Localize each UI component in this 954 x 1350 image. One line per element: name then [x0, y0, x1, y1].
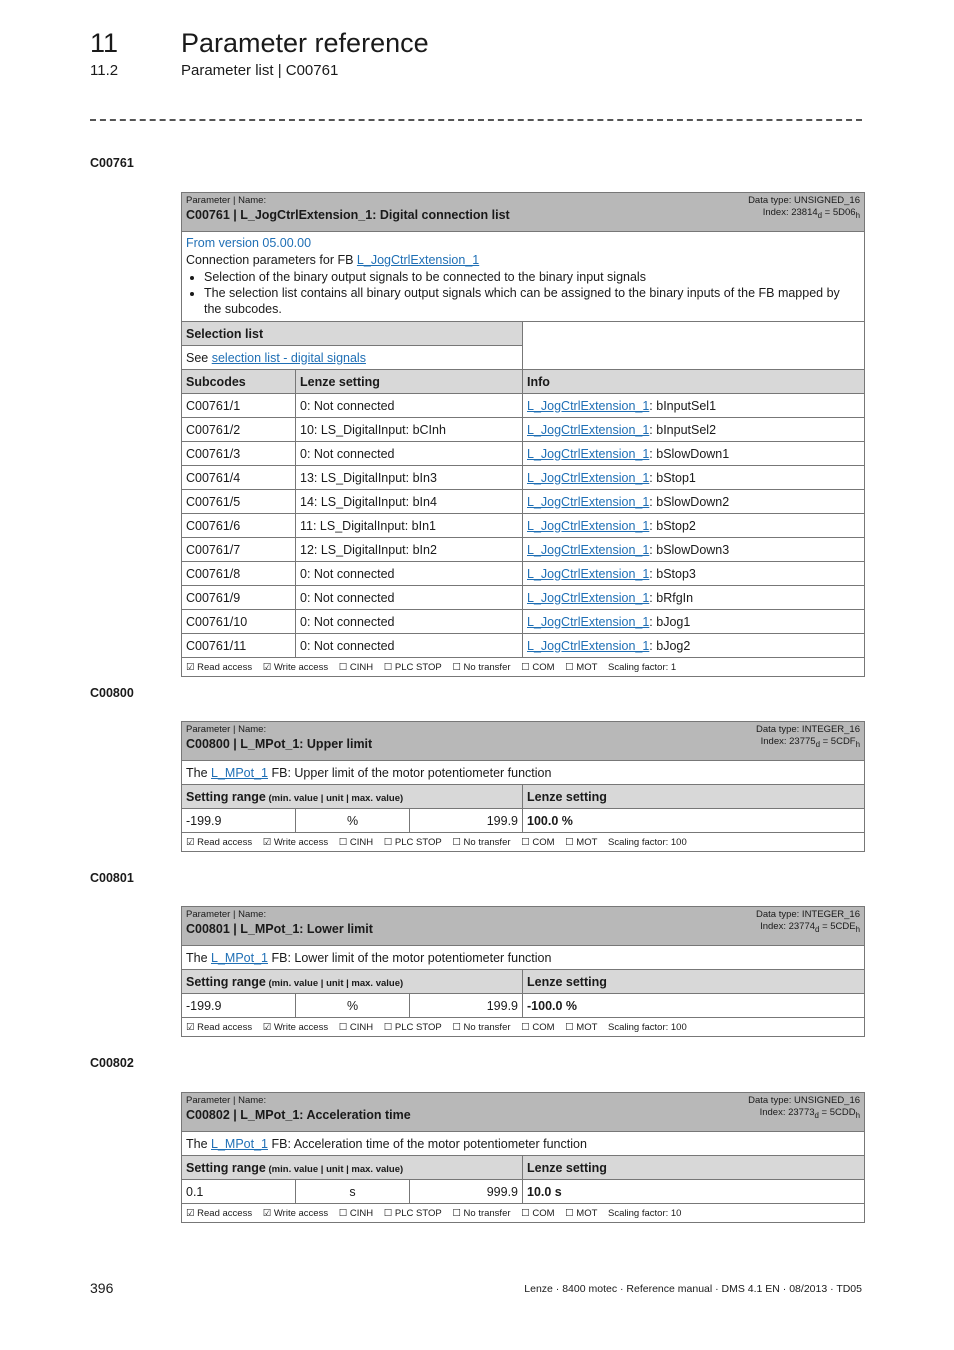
param-table-c00800	[181, 721, 865, 852]
subcode: C00761/11	[182, 634, 296, 658]
table-row	[182, 610, 865, 634]
flag-mot: ☐ MOT	[565, 1207, 598, 1219]
scaling-factor: Scaling factor: 100	[608, 1021, 687, 1033]
param-index: Index: $23775_d = 5CDF_h$	[760, 736, 861, 749]
subcode: C00761/8	[182, 562, 296, 586]
param-index: Index: $23773_d = 5CDD_h$	[759, 1107, 861, 1120]
lenze-setting: 13: LS_DigitalInput: bIn3	[296, 466, 523, 490]
lenze-setting-value: 10.0 s	[523, 1180, 865, 1204]
col-header-subcodes: Subcodes	[182, 370, 296, 394]
col-header-lenze: Lenze setting	[296, 370, 523, 394]
param-title: C00802 | L_MPot_1: Acceleration time	[186, 1108, 411, 1122]
param-description: The L_MPot_1 FB: Acceleration time of the motor potentiometer function	[182, 1132, 865, 1156]
data-type: Data type: UNSIGNED_16	[748, 195, 860, 206]
connection-text: Connection parameters for FB L_JogCtrlExtension_1	[186, 253, 480, 267]
subcode: C00761/3	[182, 442, 296, 466]
table-row	[182, 394, 865, 418]
max-value: 999.9	[410, 1180, 523, 1204]
table-row	[182, 514, 865, 538]
flag-mot: ☐ MOT	[565, 661, 598, 673]
lenze-setting: 0: Not connected	[296, 634, 523, 658]
info	[523, 562, 865, 586]
param-heading-c00761: C00761	[90, 156, 134, 170]
param-table-c00761	[181, 192, 865, 677]
info-link[interactable]: L_JogCtrlExtension_1	[527, 614, 650, 629]
info	[523, 586, 865, 610]
access-flags	[182, 1204, 865, 1223]
flag-com: ☐ COM	[521, 836, 555, 848]
chapter-number: 11	[90, 28, 119, 58]
lenze-setting-value: -100.0 %	[523, 994, 865, 1018]
access-flags	[182, 833, 865, 852]
param-name-label: Parameter | Name:	[186, 909, 267, 920]
selection-list-label: Selection list	[182, 322, 523, 346]
subcode: C00761/5	[182, 490, 296, 514]
flag-cinh: ☐ CINH	[338, 661, 374, 673]
lenze-setting-header: Lenze setting	[523, 970, 865, 994]
setting-range-header: Setting range (min. value | unit | max. value)	[182, 970, 523, 994]
table-row	[182, 418, 865, 442]
info	[523, 442, 865, 466]
selection-list-link[interactable]: selection list - digital signals	[211, 350, 366, 365]
lenze-setting: 0: Not connected	[296, 394, 523, 418]
lenze-setting: 0: Not connected	[296, 586, 523, 610]
info-link[interactable]: L_JogCtrlExtension_1	[527, 398, 650, 413]
info-link[interactable]: L_JogCtrlExtension_1	[527, 470, 650, 485]
param-heading-c00802: C00802	[90, 1056, 134, 1070]
flag-write-access: ☑ Write access	[262, 1021, 329, 1033]
param-description	[182, 232, 865, 322]
col-header-info: Info	[523, 370, 865, 394]
access-flags	[182, 1018, 865, 1037]
min-value: -199.9	[182, 994, 296, 1018]
flag-read-access: ☑ Read access	[186, 1021, 253, 1033]
flag-write-access: ☑ Write access	[262, 661, 329, 673]
min-value: -199.9	[182, 809, 296, 833]
param-header	[182, 1093, 865, 1132]
lenze-setting-value: 100.0 %	[523, 809, 865, 833]
info-link[interactable]: L_JogCtrlExtension_1	[527, 518, 650, 533]
lenze-setting-header: Lenze setting	[523, 1156, 865, 1180]
param-header	[182, 722, 865, 761]
subcode: C00761/1	[182, 394, 296, 418]
unit: %	[296, 809, 410, 833]
flag-cinh: ☐ CINH	[338, 1207, 374, 1219]
flag-write-access: ☑ Write access	[262, 1207, 329, 1219]
flag-plc-stop: ☐ PLC STOP	[383, 1207, 442, 1219]
param-table-c00802	[181, 1092, 865, 1223]
info-link[interactable]: L_JogCtrlExtension_1	[527, 542, 650, 557]
param-name-label: Parameter | Name:	[186, 1095, 267, 1106]
flag-no-transfer: ☐ No transfer	[452, 836, 511, 848]
unit: %	[296, 994, 410, 1018]
param-name-label: Parameter | Name:	[186, 195, 267, 206]
subcode: C00761/10	[182, 610, 296, 634]
page-number: 396	[90, 1280, 114, 1296]
unit: s	[296, 1180, 410, 1204]
param-header	[182, 193, 865, 232]
info-signal: : bSlowDown2	[649, 494, 730, 509]
scaling-factor: Scaling factor: 100	[608, 836, 687, 848]
table-row	[182, 490, 865, 514]
scaling-factor: Scaling factor: 1	[608, 661, 677, 673]
info	[523, 466, 865, 490]
info-signal: : bStop1	[649, 470, 696, 485]
subcode: C00761/6	[182, 514, 296, 538]
info-signal: : bStop2	[649, 518, 696, 533]
fb-link[interactable]: L_JogCtrlExtension_1	[356, 253, 480, 267]
footer-text: Lenze · 8400 motec · Reference manual · DMS 4.1 EN · 08/2013 · TD05	[524, 1283, 862, 1295]
table-row	[182, 538, 865, 562]
table-row	[182, 586, 865, 610]
description-bullets	[186, 269, 860, 317]
fb-link[interactable]: L_MPot_1	[211, 1136, 268, 1151]
info-link[interactable]: L_JogCtrlExtension_1	[527, 422, 650, 437]
flag-no-transfer: ☐ No transfer	[452, 1207, 511, 1219]
info-link[interactable]: L_JogCtrlExtension_1	[527, 494, 650, 509]
info-signal: : bSlowDown1	[649, 446, 730, 461]
table-row	[182, 634, 865, 658]
param-description: The L_MPot_1 FB: Upper limit of the motor potentiometer function	[182, 761, 865, 785]
lenze-setting: 14: LS_DigitalInput: bIn4	[296, 490, 523, 514]
flag-cinh: ☐ CINH	[338, 836, 374, 848]
subcode: C00761/4	[182, 466, 296, 490]
info-signal: : bRfgIn	[649, 590, 694, 605]
flag-com: ☐ COM	[521, 1021, 555, 1033]
flag-mot: ☐ MOT	[565, 836, 598, 848]
info	[523, 394, 865, 418]
setting-range-header: Setting range (min. value | unit | max. value)	[182, 785, 523, 809]
info	[523, 514, 865, 538]
data-type: Data type: INTEGER_16	[755, 909, 861, 920]
data-type: Data type: UNSIGNED_16	[748, 1095, 861, 1106]
param-heading-c00800: C00800	[90, 686, 134, 700]
info-link[interactable]: L_JogCtrlExtension_1	[527, 638, 650, 653]
lenze-setting: 0: Not connected	[296, 610, 523, 634]
table-row	[182, 562, 865, 586]
flag-mot: ☐ MOT	[565, 1021, 598, 1033]
header-divider	[90, 119, 862, 121]
fb-link[interactable]: L_MPot_1	[211, 765, 268, 780]
param-name-label: Parameter | Name:	[186, 724, 267, 735]
info-signal: : bJog1	[649, 614, 691, 629]
table-row	[182, 442, 865, 466]
subcode: C00761/2	[182, 418, 296, 442]
lenze-setting: 11: LS_DigitalInput: bIn1	[296, 514, 523, 538]
flag-com: ☐ COM	[521, 661, 555, 673]
flag-plc-stop: ☐ PLC STOP	[383, 836, 442, 848]
info-signal: : bInputSel1	[649, 398, 717, 413]
flag-write-access: ☑ Write access	[262, 836, 329, 848]
empty-cell	[523, 322, 865, 370]
info-link[interactable]: L_JogCtrlExtension_1	[527, 590, 650, 605]
info	[523, 538, 865, 562]
info-link[interactable]: L_JogCtrlExtension_1	[527, 446, 650, 461]
subcode: C00761/7	[182, 538, 296, 562]
subcode: C00761/9	[182, 586, 296, 610]
param-heading-c00801: C00801	[90, 871, 134, 885]
info-signal: : bSlowDown3	[649, 542, 730, 557]
info	[523, 418, 865, 442]
info-link[interactable]: L_JogCtrlExtension_1	[527, 566, 650, 581]
scaling-factor: Scaling factor: 10	[608, 1207, 682, 1219]
param-table-c00801	[181, 906, 865, 1037]
flag-plc-stop: ☐ PLC STOP	[383, 661, 442, 673]
param-title: C00800 | L_MPot_1: Upper limit	[186, 737, 373, 751]
flag-no-transfer: ☐ No transfer	[452, 1021, 511, 1033]
lenze-setting-header: Lenze setting	[523, 785, 865, 809]
selection-list-ref: See selection list - digital signals	[182, 346, 523, 370]
table-row	[182, 466, 865, 490]
fb-link[interactable]: L_MPot_1	[211, 950, 268, 965]
param-header	[182, 907, 865, 946]
param-index: Index: $23814_d = 5D06_h$	[762, 207, 860, 220]
flag-cinh: ☐ CINH	[338, 1021, 374, 1033]
section-title: Parameter list | C00761	[181, 62, 339, 79]
param-index: Index: $23774_d = 5CDE_h$	[760, 921, 861, 934]
flag-plc-stop: ☐ PLC STOP	[383, 1021, 442, 1033]
flag-read-access: ☑ Read access	[186, 1207, 253, 1219]
bullet-item: • The selection list contains all binary output signals which can be assigned to the binary inputs of the FB mapped by the subcodes.	[204, 285, 860, 317]
lenze-setting: 0: Not connected	[296, 562, 523, 586]
bullet-item: • Selection of the binary output signals to be connected to the binary input signals	[204, 269, 860, 285]
max-value: 199.9	[410, 994, 523, 1018]
section-number: 11.2	[90, 62, 119, 79]
info-signal: : bJog2	[649, 638, 691, 653]
version-note: From version 05.00.00	[186, 236, 312, 250]
data-type: Data type: INTEGER_16	[755, 724, 861, 735]
chapter-title: Parameter reference	[181, 28, 429, 58]
lenze-setting: 12: LS_DigitalInput: bIn2	[296, 538, 523, 562]
flag-read-access: ☑ Read access	[186, 661, 253, 673]
info	[523, 634, 865, 658]
setting-range-header: Setting range (min. value | unit | max. value)	[182, 1156, 523, 1180]
lenze-setting: 10: LS_DigitalInput: bCInh	[296, 418, 523, 442]
info-signal: : bStop3	[649, 566, 696, 581]
info	[523, 610, 865, 634]
info-signal: : bInputSel2	[649, 422, 717, 437]
lenze-setting: 0: Not connected	[296, 442, 523, 466]
access-flags	[182, 658, 865, 677]
param-title: C00801 | L_MPot_1: Lower limit	[186, 922, 373, 936]
param-description: The L_MPot_1 FB: Lower limit of the motor potentiometer function	[182, 946, 865, 970]
flag-read-access: ☑ Read access	[186, 836, 253, 848]
info	[523, 490, 865, 514]
param-title: C00761 | L_JogCtrlExtension_1: Digital connection list	[186, 208, 510, 222]
min-value: 0.1	[182, 1180, 296, 1204]
flag-com: ☐ COM	[521, 1207, 555, 1219]
subcode-rows	[182, 394, 865, 658]
max-value: 199.9	[410, 809, 523, 833]
flag-no-transfer: ☐ No transfer	[452, 661, 511, 673]
